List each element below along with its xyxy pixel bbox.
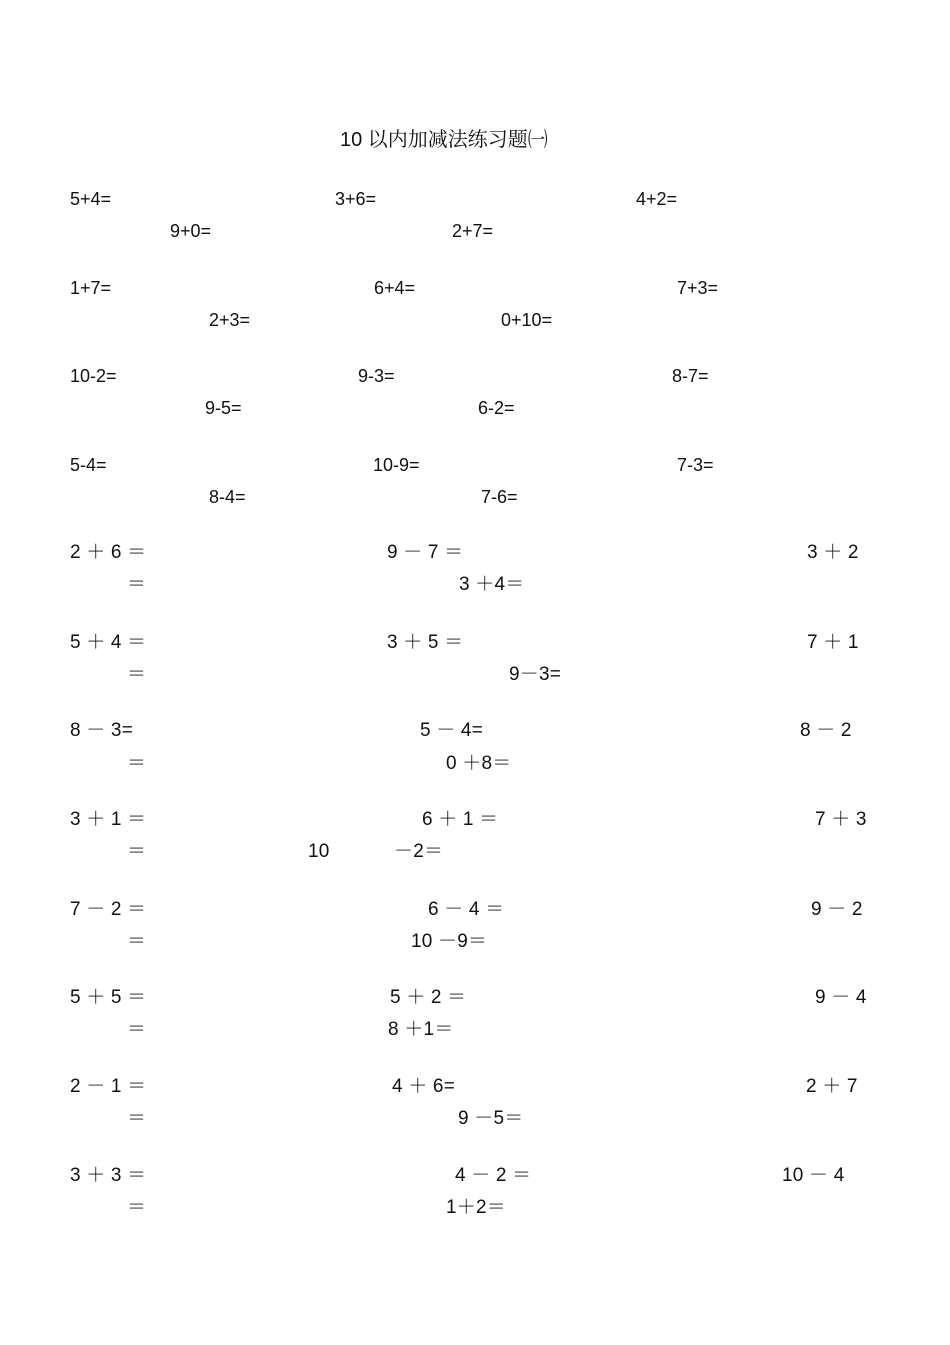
problem: 8-4= xyxy=(209,487,246,507)
problem: 9 － 7 ＝ xyxy=(387,542,464,563)
problem: ＝ xyxy=(127,753,147,774)
problem: 3 ＋4＝ xyxy=(459,574,525,595)
problem: 2 ＋ 6 ＝ xyxy=(70,542,147,563)
problem: 2 － 1 ＝ xyxy=(70,1076,147,1097)
problem: 3+6= xyxy=(335,189,377,209)
page-title: 10 以内加减法练习题㈠ xyxy=(340,129,548,151)
problem: 5-4= xyxy=(70,455,107,475)
problem: 3 ＋ 2 xyxy=(807,542,859,563)
problem: 4+2= xyxy=(636,189,678,209)
problem: 7-6= xyxy=(481,487,518,507)
problem: 6-2= xyxy=(478,398,515,418)
problem: 9－3= xyxy=(509,664,562,685)
problem: 10-2= xyxy=(70,366,117,386)
problem: 9-3= xyxy=(358,366,395,386)
problem: ＝ xyxy=(127,574,147,595)
problem: 9 － 2 xyxy=(811,899,863,920)
problem: 8 ＋1＝ xyxy=(388,1019,454,1040)
problem: 5 ＋ 4 ＝ xyxy=(70,632,147,653)
problem: 10 －9＝ xyxy=(411,931,488,952)
problem: 0+10= xyxy=(501,310,553,330)
problem: －2＝ xyxy=(394,841,444,862)
problem: 6 － 4 ＝ xyxy=(428,899,505,920)
problem: 4 ＋ 6= xyxy=(392,1076,455,1097)
problem: 8 － 3= xyxy=(70,720,133,741)
problem: 7 ＋ 3 xyxy=(815,809,867,830)
problem: 10 － 4 xyxy=(782,1165,845,1186)
problem: 5 ＋ 5 ＝ xyxy=(70,987,147,1008)
problem: 4 － 2 ＝ xyxy=(455,1165,532,1186)
problem: 8 － 2 xyxy=(800,720,852,741)
problem: ＝ xyxy=(127,1197,147,1218)
problem: 1＋2＝ xyxy=(446,1197,506,1218)
problem: 2+3= xyxy=(209,310,251,330)
problem: 10-9= xyxy=(373,455,420,475)
problem: 7 － 2 ＝ xyxy=(70,899,147,920)
problem: ＝ xyxy=(127,664,147,685)
problem: 9 － 4 xyxy=(815,987,867,1008)
problem: ＝ xyxy=(127,931,147,952)
problem: 10 xyxy=(308,841,330,862)
problem: 3 ＋ 1 ＝ xyxy=(70,809,147,830)
problem: 7 ＋ 1 xyxy=(807,632,859,653)
problem: 7+3= xyxy=(677,278,719,298)
problem: ＝ xyxy=(127,1019,147,1040)
problem: 9+0= xyxy=(170,221,212,241)
problem: 3 ＋ 3 ＝ xyxy=(70,1165,147,1186)
problem: 6+4= xyxy=(374,278,416,298)
problem: ＝ xyxy=(127,1108,147,1129)
problem: 3 ＋ 5 ＝ xyxy=(387,632,464,653)
problem: 5 ＋ 2 ＝ xyxy=(390,987,467,1008)
problem: 5 － 4= xyxy=(420,720,483,741)
problem: 2+7= xyxy=(452,221,494,241)
problem: 1+7= xyxy=(70,278,112,298)
problem: 5+4= xyxy=(70,189,112,209)
problem: 8-7= xyxy=(672,366,709,386)
problem: ＝ xyxy=(127,841,147,862)
problem: 2 ＋ 7 xyxy=(806,1076,858,1097)
problem: 9-5= xyxy=(205,398,242,418)
problem: 9 －5＝ xyxy=(458,1108,524,1129)
problem: 6 ＋ 1 ＝ xyxy=(422,809,499,830)
problem: 7-3= xyxy=(677,455,714,475)
problem: 0 ＋8＝ xyxy=(446,753,512,774)
